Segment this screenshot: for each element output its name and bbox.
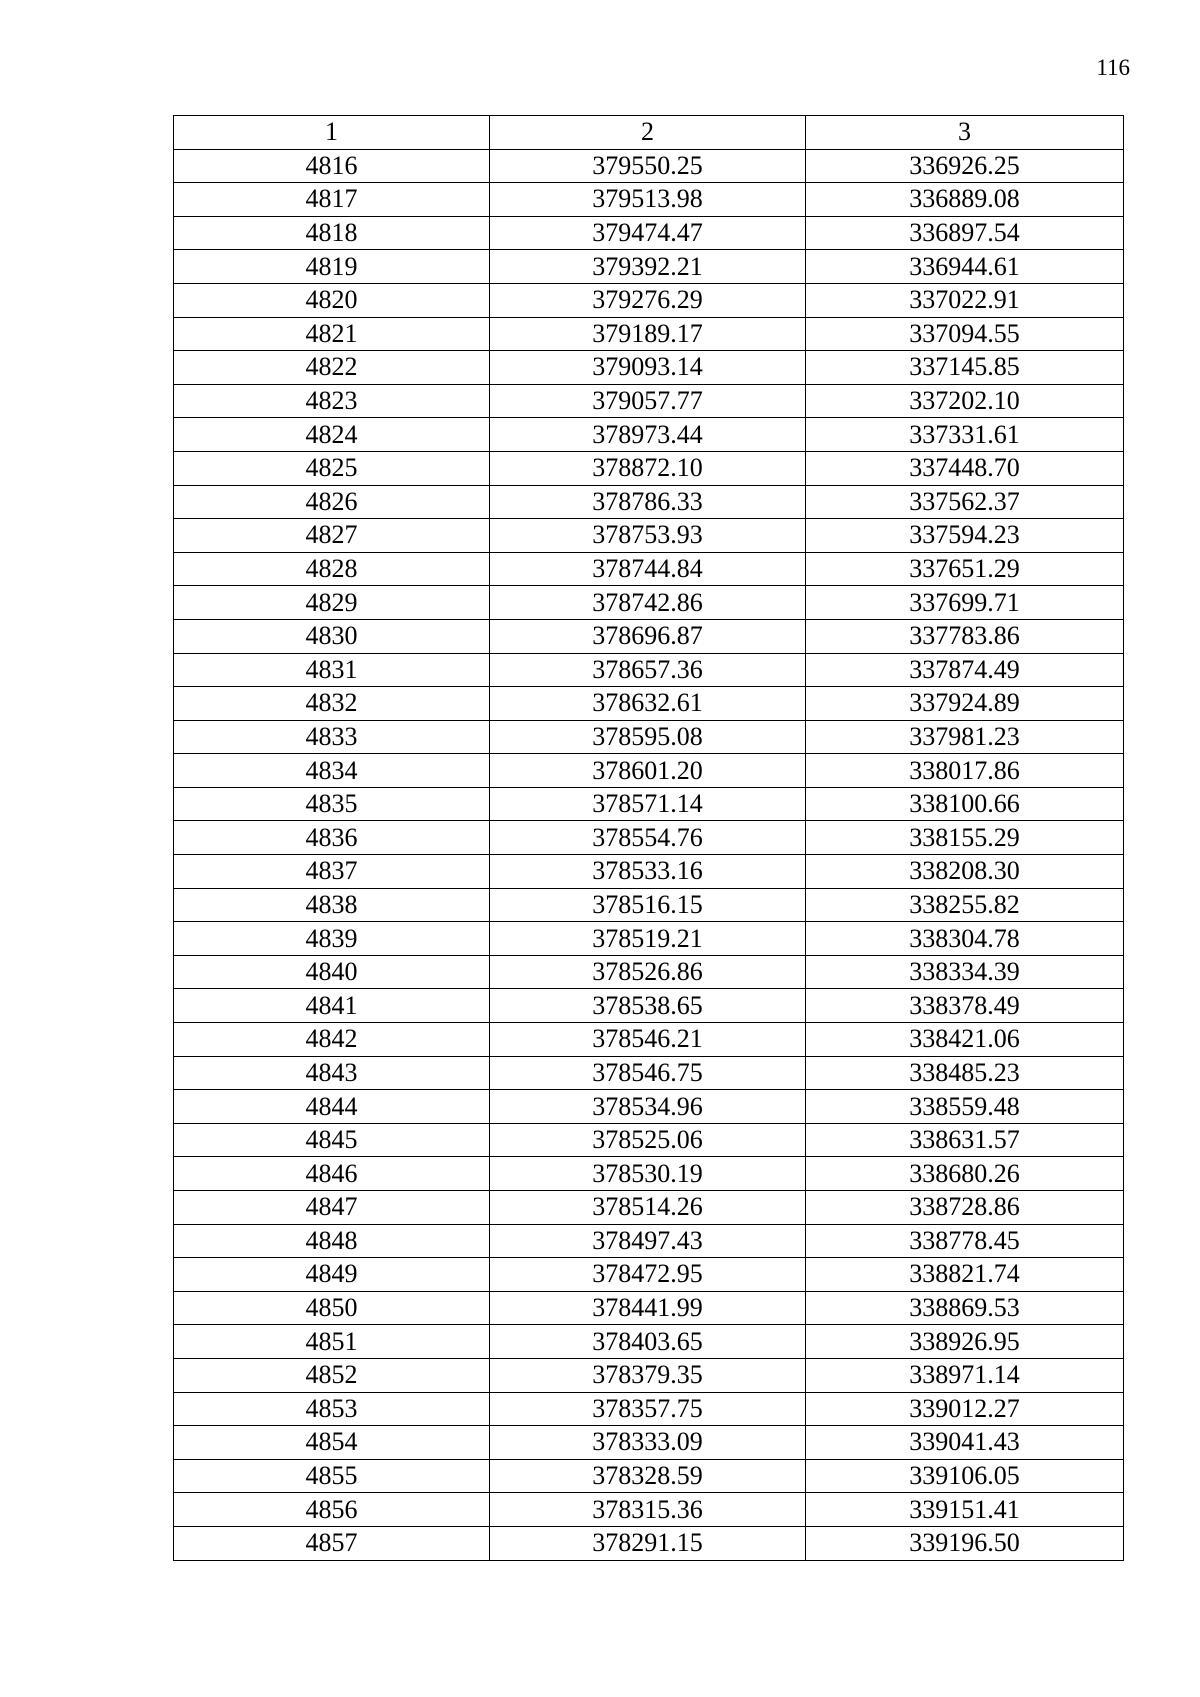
y-coordinate-cell: 338421.06 (806, 1023, 1124, 1057)
y-coordinate-cell: 338680.26 (806, 1157, 1124, 1191)
y-coordinate-cell: 337874.49 (806, 653, 1124, 687)
point-number-cell: 4844 (174, 1090, 490, 1124)
table-row (174, 1392, 1124, 1426)
y-coordinate-cell: 337651.29 (806, 552, 1124, 586)
x-coordinate-cell: 378379.35 (490, 1358, 806, 1392)
x-coordinate-cell: 378753.93 (490, 519, 806, 553)
table-row (174, 1191, 1124, 1225)
table-row (174, 351, 1124, 385)
y-coordinate-cell: 338100.66 (806, 787, 1124, 821)
y-coordinate-cell: 338971.14 (806, 1358, 1124, 1392)
x-coordinate-cell: 378657.36 (490, 653, 806, 687)
point-number-cell: 4857 (174, 1526, 490, 1560)
x-coordinate-cell: 378744.84 (490, 552, 806, 586)
x-coordinate-cell: 378497.43 (490, 1224, 806, 1258)
point-number-cell: 4826 (174, 485, 490, 519)
table-row (174, 619, 1124, 653)
y-coordinate-cell: 337924.89 (806, 687, 1124, 721)
point-number-cell: 4854 (174, 1426, 490, 1460)
point-number-cell: 4845 (174, 1123, 490, 1157)
y-coordinate-cell: 337331.61 (806, 418, 1124, 452)
table-row (174, 1023, 1124, 1057)
table-row (174, 283, 1124, 317)
table-row (174, 653, 1124, 687)
table-row (174, 754, 1124, 788)
point-number-cell: 4825 (174, 451, 490, 485)
column-header-1: 1 (174, 116, 490, 150)
y-coordinate-cell: 338378.49 (806, 989, 1124, 1023)
y-coordinate-cell: 338334.39 (806, 955, 1124, 989)
table-row (174, 485, 1124, 519)
point-number-cell: 4817 (174, 183, 490, 217)
table-row (174, 955, 1124, 989)
x-coordinate-cell: 378546.21 (490, 1023, 806, 1057)
x-coordinate-cell: 378872.10 (490, 451, 806, 485)
x-coordinate-cell: 378472.95 (490, 1258, 806, 1292)
point-number-cell: 4822 (174, 351, 490, 385)
y-coordinate-cell: 339151.41 (806, 1493, 1124, 1527)
y-coordinate-cell: 336897.54 (806, 216, 1124, 250)
y-coordinate-cell: 338728.86 (806, 1191, 1124, 1225)
point-number-cell: 4819 (174, 250, 490, 284)
x-coordinate-cell: 378441.99 (490, 1291, 806, 1325)
y-coordinate-cell: 337981.23 (806, 720, 1124, 754)
point-number-cell: 4828 (174, 552, 490, 586)
x-coordinate-cell: 378333.09 (490, 1426, 806, 1460)
table-row (174, 418, 1124, 452)
point-number-cell: 4842 (174, 1023, 490, 1057)
x-coordinate-cell: 378632.61 (490, 687, 806, 721)
coordinates-table-body (174, 116, 1124, 1561)
y-coordinate-cell: 337699.71 (806, 586, 1124, 620)
y-coordinate-cell: 337448.70 (806, 451, 1124, 485)
y-coordinate-cell: 337783.86 (806, 619, 1124, 653)
point-number-cell: 4840 (174, 955, 490, 989)
x-coordinate-cell: 378538.65 (490, 989, 806, 1023)
y-coordinate-cell: 336926.25 (806, 149, 1124, 183)
point-number-cell: 4856 (174, 1493, 490, 1527)
x-coordinate-cell: 378533.16 (490, 855, 806, 889)
point-number-cell: 4833 (174, 720, 490, 754)
point-number-cell: 4851 (174, 1325, 490, 1359)
table-header-row (174, 116, 1124, 150)
point-number-cell: 4838 (174, 888, 490, 922)
x-coordinate-cell: 378742.86 (490, 586, 806, 620)
table-row (174, 1291, 1124, 1325)
y-coordinate-cell: 338778.45 (806, 1224, 1124, 1258)
y-coordinate-cell: 338208.30 (806, 855, 1124, 889)
x-coordinate-cell: 378516.15 (490, 888, 806, 922)
table-row (174, 989, 1124, 1023)
point-number-cell: 4818 (174, 216, 490, 250)
table-row (174, 1123, 1124, 1157)
y-coordinate-cell: 338485.23 (806, 1056, 1124, 1090)
table-row (174, 821, 1124, 855)
table-row (174, 149, 1124, 183)
point-number-cell: 4847 (174, 1191, 490, 1225)
table-row (174, 687, 1124, 721)
y-coordinate-cell: 338869.53 (806, 1291, 1124, 1325)
x-coordinate-cell: 378973.44 (490, 418, 806, 452)
table-row (174, 317, 1124, 351)
x-coordinate-cell: 378595.08 (490, 720, 806, 754)
x-coordinate-cell: 378571.14 (490, 787, 806, 821)
table-row (174, 1157, 1124, 1191)
table-row (174, 1090, 1124, 1124)
point-number-cell: 4835 (174, 787, 490, 821)
point-number-cell: 4823 (174, 384, 490, 418)
x-coordinate-cell: 378554.76 (490, 821, 806, 855)
x-coordinate-cell: 379189.17 (490, 317, 806, 351)
y-coordinate-cell: 337202.10 (806, 384, 1124, 418)
y-coordinate-cell: 338821.74 (806, 1258, 1124, 1292)
point-number-cell: 4841 (174, 989, 490, 1023)
point-number-cell: 4849 (174, 1258, 490, 1292)
table-row (174, 1325, 1124, 1359)
y-coordinate-cell: 338926.95 (806, 1325, 1124, 1359)
point-number-cell: 4827 (174, 519, 490, 553)
x-coordinate-cell: 378291.15 (490, 1526, 806, 1560)
point-number-cell: 4820 (174, 283, 490, 317)
y-coordinate-cell: 339106.05 (806, 1459, 1124, 1493)
point-number-cell: 4834 (174, 754, 490, 788)
table-row (174, 922, 1124, 956)
point-number-cell: 4830 (174, 619, 490, 653)
table-row (174, 1526, 1124, 1560)
y-coordinate-cell: 336944.61 (806, 250, 1124, 284)
y-coordinate-cell: 338017.86 (806, 754, 1124, 788)
y-coordinate-cell: 337022.91 (806, 283, 1124, 317)
table-row (174, 552, 1124, 586)
point-number-cell: 4853 (174, 1392, 490, 1426)
table-row (174, 519, 1124, 553)
table-row (174, 1258, 1124, 1292)
table-row (174, 1224, 1124, 1258)
x-coordinate-cell: 379093.14 (490, 351, 806, 385)
x-coordinate-cell: 379276.29 (490, 283, 806, 317)
table-row (174, 384, 1124, 418)
x-coordinate-cell: 378601.20 (490, 754, 806, 788)
x-coordinate-cell: 379057.77 (490, 384, 806, 418)
point-number-cell: 4846 (174, 1157, 490, 1191)
x-coordinate-cell: 378403.65 (490, 1325, 806, 1359)
y-coordinate-cell: 338631.57 (806, 1123, 1124, 1157)
y-coordinate-cell: 339041.43 (806, 1426, 1124, 1460)
y-coordinate-cell: 338304.78 (806, 922, 1124, 956)
point-number-cell: 4816 (174, 149, 490, 183)
table-row (174, 1459, 1124, 1493)
x-coordinate-cell: 378530.19 (490, 1157, 806, 1191)
x-coordinate-cell: 379550.25 (490, 149, 806, 183)
point-number-cell: 4852 (174, 1358, 490, 1392)
y-coordinate-cell: 338155.29 (806, 821, 1124, 855)
x-coordinate-cell: 378525.06 (490, 1123, 806, 1157)
x-coordinate-cell: 379513.98 (490, 183, 806, 217)
x-coordinate-cell: 378696.87 (490, 619, 806, 653)
y-coordinate-cell: 337562.37 (806, 485, 1124, 519)
point-number-cell: 4829 (174, 586, 490, 620)
x-coordinate-cell: 378514.26 (490, 1191, 806, 1225)
y-coordinate-cell: 339012.27 (806, 1392, 1124, 1426)
table-row (174, 586, 1124, 620)
y-coordinate-cell: 337594.23 (806, 519, 1124, 553)
x-coordinate-cell: 378519.21 (490, 922, 806, 956)
x-coordinate-cell: 378357.75 (490, 1392, 806, 1426)
y-coordinate-cell: 339196.50 (806, 1526, 1124, 1560)
table-row (174, 1493, 1124, 1527)
table-row (174, 888, 1124, 922)
table-row (174, 216, 1124, 250)
table-row (174, 855, 1124, 889)
x-coordinate-cell: 378546.75 (490, 1056, 806, 1090)
x-coordinate-cell: 378786.33 (490, 485, 806, 519)
point-number-cell: 4824 (174, 418, 490, 452)
table-row (174, 1426, 1124, 1460)
point-number-cell: 4839 (174, 922, 490, 956)
table-row (174, 1056, 1124, 1090)
page-number: 116 (1096, 55, 1130, 80)
point-number-cell: 4837 (174, 855, 490, 889)
point-number-cell: 4848 (174, 1224, 490, 1258)
point-number-cell: 4836 (174, 821, 490, 855)
point-number-cell: 4855 (174, 1459, 490, 1493)
y-coordinate-cell: 338255.82 (806, 888, 1124, 922)
y-coordinate-cell: 338559.48 (806, 1090, 1124, 1124)
x-coordinate-cell: 379392.21 (490, 250, 806, 284)
y-coordinate-cell: 336889.08 (806, 183, 1124, 217)
point-number-cell: 4832 (174, 687, 490, 721)
table-row (174, 183, 1124, 217)
point-number-cell: 4821 (174, 317, 490, 351)
point-number-cell: 4843 (174, 1056, 490, 1090)
coordinates-table (173, 115, 1124, 1561)
x-coordinate-cell: 378328.59 (490, 1459, 806, 1493)
table-row (174, 720, 1124, 754)
column-header-2: 2 (490, 116, 806, 150)
table-row (174, 787, 1124, 821)
x-coordinate-cell: 379474.47 (490, 216, 806, 250)
x-coordinate-cell: 378315.36 (490, 1493, 806, 1527)
table-row (174, 250, 1124, 284)
x-coordinate-cell: 378534.96 (490, 1090, 806, 1124)
column-header-3: 3 (806, 116, 1124, 150)
table-row (174, 451, 1124, 485)
y-coordinate-cell: 337094.55 (806, 317, 1124, 351)
x-coordinate-cell: 378526.86 (490, 955, 806, 989)
point-number-cell: 4850 (174, 1291, 490, 1325)
table-row (174, 1358, 1124, 1392)
y-coordinate-cell: 337145.85 (806, 351, 1124, 385)
point-number-cell: 4831 (174, 653, 490, 687)
